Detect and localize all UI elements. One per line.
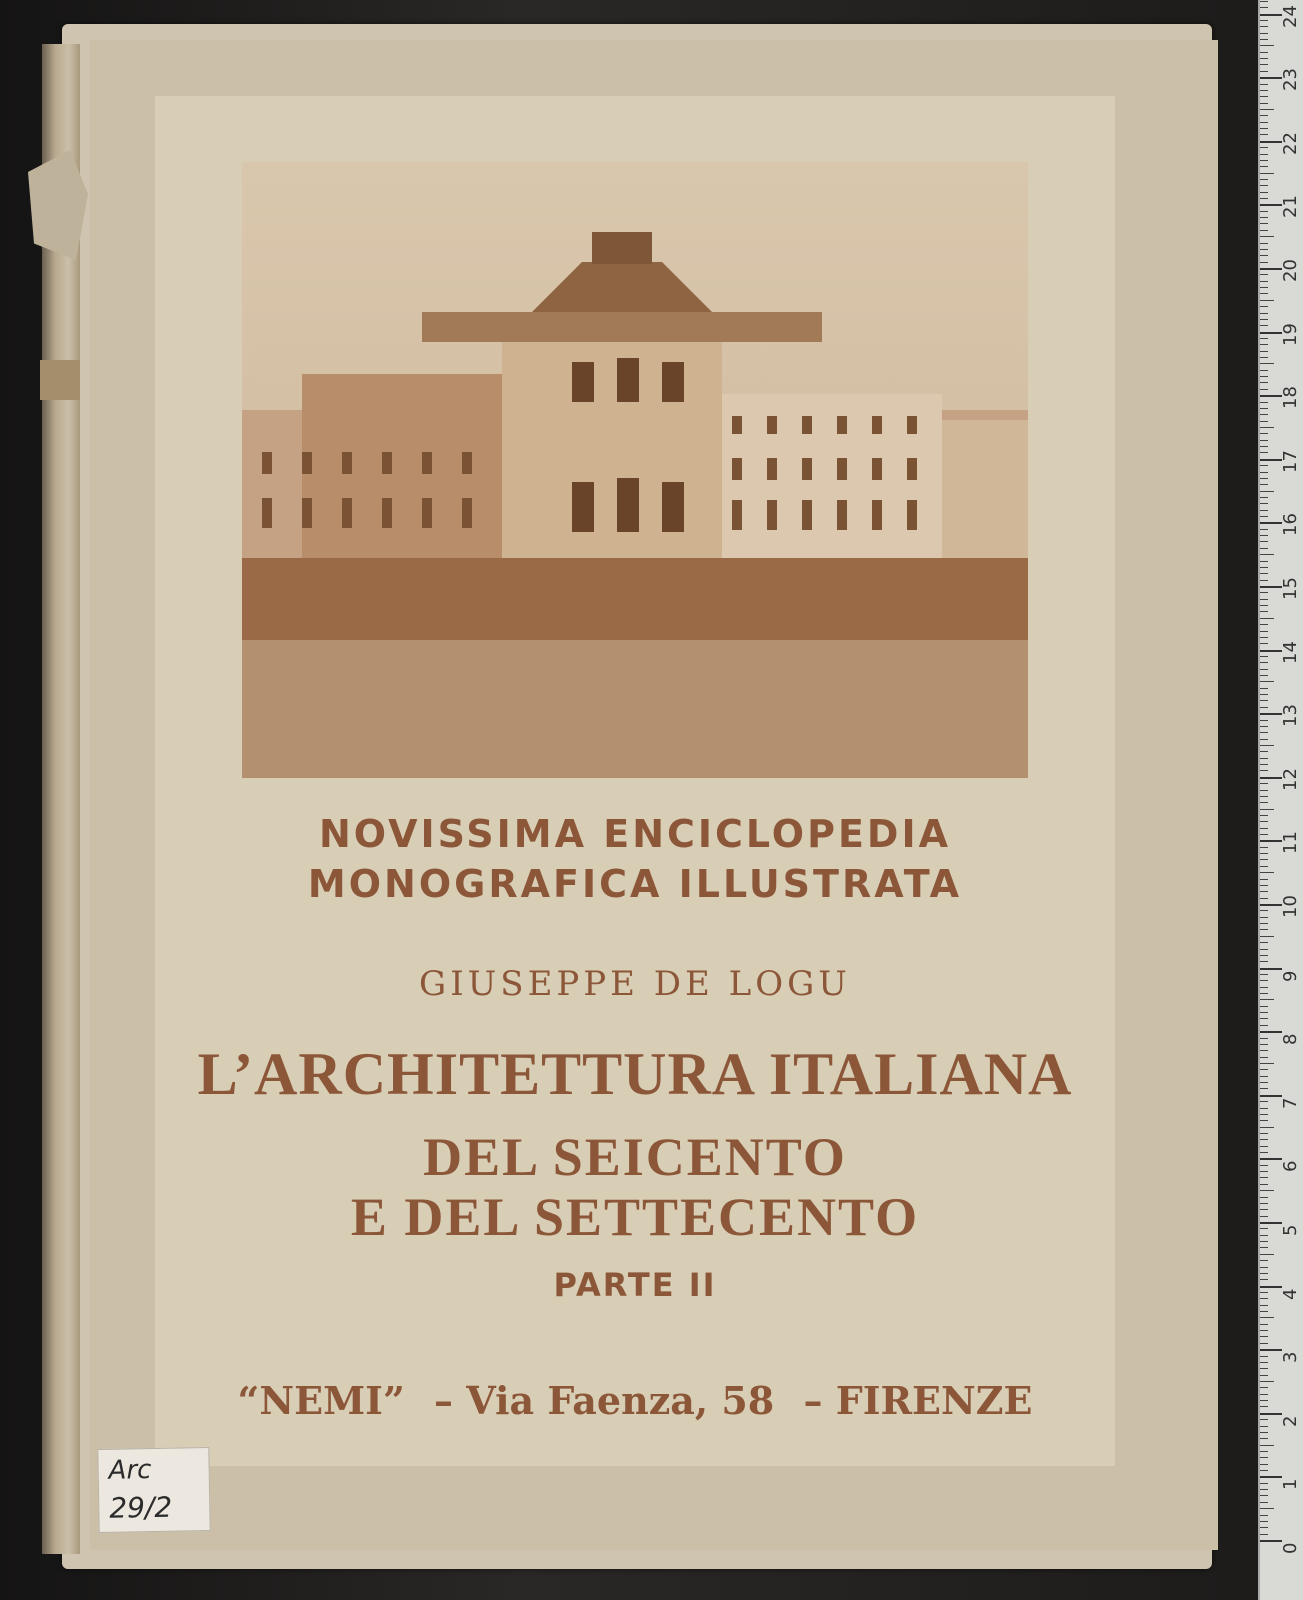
ruler-tick — [1260, 1483, 1268, 1484]
ruler-number: 14 — [1280, 640, 1301, 664]
palace-illustration — [242, 162, 1028, 778]
ruler-tick — [1260, 370, 1268, 371]
ruler-tick — [1260, 891, 1268, 892]
ruler-tick — [1260, 1057, 1268, 1058]
ruler-number: 10 — [1280, 895, 1301, 918]
ruler-tick — [1260, 1152, 1268, 1153]
ruler-tick — [1260, 459, 1282, 461]
ruler-tick — [1260, 618, 1274, 619]
ruler-tick — [1260, 1108, 1268, 1109]
ruler-tick — [1260, 52, 1268, 53]
ruler-tick — [1260, 1286, 1282, 1288]
ruler-tick — [1260, 376, 1268, 377]
ruler-tick — [1260, 1031, 1282, 1033]
ruler-tick — [1260, 236, 1274, 237]
ruler-tick — [1260, 1464, 1268, 1465]
ruler-tick — [1260, 840, 1282, 842]
author-name: GIUSEPPE DE LOGU — [419, 964, 851, 1004]
ruler-tick — [1260, 1394, 1268, 1395]
ruler-tick — [1260, 1305, 1268, 1306]
ruler-tick — [1260, 472, 1268, 473]
ruler-tick — [1260, 382, 1268, 383]
ruler-tick — [1260, 1203, 1268, 1204]
ruler-tick — [1260, 109, 1274, 110]
ruler-tick — [1260, 529, 1268, 530]
ruler-tick — [1260, 1235, 1268, 1236]
ruler-tick — [1260, 160, 1268, 161]
ruler-tick — [1260, 185, 1268, 186]
series-title-line1: NOVISSIMA ENCICLOPEDIA — [319, 812, 951, 856]
ruler-tick — [1260, 45, 1274, 46]
ruler-tick — [1260, 853, 1268, 854]
ruler-tick — [1260, 1082, 1268, 1083]
ruler-tick — [1260, 580, 1268, 581]
ruler-tick — [1260, 1095, 1282, 1097]
ruler-tick — [1260, 1222, 1282, 1224]
ruler-tick — [1260, 510, 1268, 511]
ruler-tick — [1260, 1177, 1268, 1178]
ruler-number: 24 — [1280, 4, 1301, 28]
ruler-tick — [1260, 408, 1268, 409]
ruler-tick — [1260, 1038, 1268, 1039]
ruler-number: 11 — [1280, 831, 1301, 855]
ruler-tick — [1260, 567, 1268, 568]
ruler-tick — [1260, 39, 1268, 40]
ruler-tick — [1260, 1381, 1274, 1382]
ruler-number: 4 — [1280, 1288, 1301, 1300]
ruler-number: 20 — [1280, 259, 1301, 282]
ruler-tick — [1260, 522, 1282, 524]
ruler-tick — [1260, 1419, 1268, 1420]
ruler-tick — [1260, 33, 1268, 34]
ruler-tick — [1260, 834, 1268, 835]
ruler-tick — [1260, 1356, 1268, 1357]
ruler-number: 8 — [1280, 1033, 1301, 1046]
ruler-tick — [1260, 249, 1268, 250]
ruler-number: 12 — [1280, 767, 1301, 791]
ruler-tick — [1260, 1216, 1268, 1217]
ruler-tick — [1260, 681, 1274, 682]
ruler-number: 17 — [1280, 449, 1301, 473]
ruler-tick — [1260, 1069, 1268, 1070]
ruler-tick — [1260, 1495, 1268, 1496]
ruler-tick — [1260, 1330, 1268, 1331]
ruler-tick — [1260, 230, 1268, 231]
ruler-tick — [1260, 1247, 1268, 1248]
ruler-tick — [1260, 859, 1268, 860]
ruler-tick — [1260, 1279, 1268, 1280]
ruler-tick — [1260, 974, 1268, 975]
shelf-label-line1: Arc — [108, 1455, 152, 1486]
ruler-tick — [1260, 809, 1274, 810]
ruler-tick — [1260, 669, 1268, 670]
ruler-tick — [1260, 223, 1268, 224]
ruler-tick — [1260, 268, 1282, 270]
ruler-tick — [1260, 548, 1268, 549]
ruler-number: 2 — [1280, 1415, 1301, 1427]
ruler-number: 9 — [1280, 970, 1301, 982]
ruler-tick — [1260, 942, 1268, 943]
ruler-tick — [1260, 427, 1274, 428]
ruler-number: 3 — [1280, 1351, 1301, 1364]
ruler-tick — [1260, 866, 1268, 867]
ruler-tick — [1260, 1527, 1268, 1528]
ruler-tick — [1260, 1508, 1274, 1509]
ruler-tick — [1260, 904, 1282, 906]
ruler-tick — [1260, 999, 1274, 1000]
ruler-tick — [1260, 1426, 1268, 1427]
ruler-tick — [1260, 1, 1268, 2]
ruler-tick — [1260, 1209, 1268, 1210]
ruler-tick — [1260, 1241, 1268, 1242]
ruler-tick — [1260, 262, 1268, 263]
ruler-number: 15 — [1280, 577, 1301, 600]
ruler-tick — [1260, 1413, 1282, 1415]
ruler-tick — [1260, 1540, 1282, 1542]
ruler-tick — [1260, 1311, 1268, 1312]
ruler-tick — [1260, 1088, 1268, 1089]
ruler-tick — [1260, 26, 1268, 27]
ruler-tick — [1260, 993, 1268, 994]
ruler-tick — [1260, 1387, 1268, 1388]
ruler-tick — [1260, 516, 1268, 517]
ruler-tick — [1260, 980, 1268, 981]
ruler-tick — [1260, 1050, 1268, 1051]
ruler-tick — [1260, 770, 1268, 771]
part-number: PARTE II — [553, 1266, 717, 1304]
ruler-tick — [1260, 592, 1268, 593]
ruler-tick — [1260, 217, 1268, 218]
ruler-tick — [1260, 758, 1268, 759]
ruler-tick — [1260, 1438, 1268, 1439]
ruler-tick — [1260, 898, 1268, 899]
ruler-tick — [1260, 732, 1268, 733]
ruler-number: 21 — [1280, 195, 1301, 219]
ruler-tick — [1260, 796, 1268, 797]
ruler-tick — [1260, 1267, 1268, 1268]
ruler-number: 5 — [1280, 1224, 1301, 1236]
ruler-tick — [1260, 313, 1268, 314]
ruler-tick — [1260, 1120, 1268, 1121]
ruler-tick — [1260, 1476, 1282, 1478]
ruler-tick — [1260, 96, 1268, 97]
book-title-line3: E DEL SETTECENTO — [350, 1187, 920, 1247]
ruler-tick — [1260, 1343, 1268, 1344]
ruler-tick — [1260, 14, 1282, 16]
ruler-tick — [1260, 923, 1268, 924]
ruler-tick — [1260, 599, 1268, 600]
ruler-number: 19 — [1280, 322, 1301, 346]
ruler-tick — [1260, 332, 1282, 334]
ruler-tick — [1260, 611, 1268, 612]
ruler-tick — [1260, 1184, 1268, 1185]
publisher-city: – FIRENZE — [803, 1378, 1033, 1423]
ruler-tick — [1260, 1273, 1268, 1274]
ruler-tick — [1260, 503, 1268, 504]
ruler-number: 6 — [1280, 1160, 1301, 1173]
ruler-tick — [1260, 1375, 1268, 1376]
publisher-line — [155, 1378, 1115, 1423]
ruler-tick — [1260, 675, 1268, 676]
ruler-tick — [1260, 440, 1268, 441]
ruler-tick — [1260, 910, 1268, 911]
ruler-tick — [1260, 643, 1268, 644]
ruler-tick — [1260, 421, 1268, 422]
ruler-tick — [1260, 987, 1268, 988]
ruler-tick — [1260, 1063, 1274, 1064]
ruler-tick — [1260, 103, 1268, 104]
ruler-tick — [1260, 1197, 1268, 1198]
ruler-tick — [1260, 1502, 1268, 1503]
ruler-tick — [1260, 739, 1268, 740]
ruler-tick — [1260, 446, 1268, 447]
ruler-tick — [1260, 1260, 1268, 1261]
ruler-tick — [1260, 147, 1268, 148]
shelf-label-line2: 29/2 — [109, 1490, 173, 1525]
ruler-tick — [1260, 624, 1268, 625]
ruler-tick — [1260, 90, 1268, 91]
ruler-tick — [1260, 154, 1268, 155]
ruler-tick — [1260, 204, 1282, 206]
ruler-tick — [1260, 491, 1274, 492]
ruler-tick — [1260, 751, 1268, 752]
ruler-tick — [1260, 1534, 1268, 1535]
ruler-tick — [1260, 325, 1268, 326]
ruler-tick — [1260, 351, 1268, 352]
ruler-number: 18 — [1280, 386, 1301, 410]
ruler-tick — [1260, 344, 1268, 345]
ruler-tick — [1260, 1146, 1268, 1147]
ruler-tick — [1260, 128, 1268, 129]
ruler-tick — [1260, 726, 1268, 727]
ruler-number: 0 — [1280, 1542, 1301, 1554]
publisher-name: “NEMI” — [237, 1378, 405, 1423]
ruler-tick — [1260, 1076, 1268, 1077]
ruler-tick — [1260, 821, 1268, 822]
ruler-tick — [1260, 478, 1268, 479]
ruler-tick — [1260, 936, 1274, 937]
ruler-tick — [1260, 1158, 1282, 1160]
ruler-tick — [1260, 287, 1268, 288]
ruler-tick — [1260, 713, 1282, 715]
ruler-tick — [1260, 688, 1268, 689]
ruler-tick — [1260, 777, 1282, 779]
ruler-tick — [1260, 115, 1268, 116]
ruler-number: 16 — [1280, 513, 1301, 537]
ruler-tick — [1260, 561, 1268, 562]
ruler-tick — [1260, 465, 1268, 466]
ruler-tick — [1260, 497, 1268, 498]
ruler-tick — [1260, 1228, 1268, 1229]
ruler-tick — [1260, 71, 1268, 72]
ruler-tick — [1260, 815, 1268, 816]
ruler-tick — [1260, 293, 1268, 294]
library-shelf-label — [97, 1447, 210, 1533]
ruler-tick — [1260, 1515, 1268, 1516]
ruler-tick — [1260, 847, 1268, 848]
ruler-tick — [1260, 783, 1268, 784]
ruler-tick — [1260, 541, 1268, 542]
ruler-tick — [1260, 389, 1268, 390]
ruler-tick — [1260, 707, 1268, 708]
book-title-line2: DEL SEICENTO — [423, 1127, 847, 1187]
ruler-tick — [1260, 211, 1268, 212]
ruler-tick — [1260, 1400, 1268, 1401]
ruler-tick — [1260, 700, 1268, 701]
ruler-number: 1 — [1280, 1478, 1301, 1491]
ruler-tick — [1260, 662, 1268, 663]
ruler-tick — [1260, 650, 1282, 652]
ruler-tick — [1260, 134, 1268, 135]
ruler-tick — [1260, 1018, 1268, 1019]
book-title-line1: L’ARCHITETTURA ITALIANA — [197, 1041, 1073, 1107]
ruler-tick — [1260, 281, 1268, 282]
ruler-tick — [1260, 745, 1274, 746]
ruler-tick — [1260, 192, 1268, 193]
ruler-tick — [1260, 929, 1268, 930]
ruler-tick — [1260, 955, 1268, 956]
ruler-tick — [1260, 1336, 1268, 1337]
ruler-tick — [1260, 274, 1268, 275]
worn-spine — [42, 44, 80, 1554]
ruler-tick — [1260, 1457, 1268, 1458]
ruler-tick — [1260, 586, 1282, 588]
ruler-tick — [1260, 1521, 1268, 1522]
ruler-tick — [1260, 1139, 1268, 1140]
ruler-tick — [1260, 84, 1268, 85]
ruler-tick — [1260, 1114, 1268, 1115]
ruler-tick — [1260, 357, 1268, 358]
ruler-tick — [1260, 1298, 1268, 1299]
ruler-tick — [1260, 631, 1268, 632]
ruler-tick — [1260, 917, 1268, 918]
ruler-tick — [1260, 141, 1282, 143]
ruler-tick — [1260, 720, 1268, 721]
ruler-tick — [1260, 1292, 1268, 1293]
ruler-tick — [1260, 402, 1268, 403]
ruler-tick — [1260, 872, 1274, 873]
palace-photograph — [242, 162, 1028, 778]
ruler-tick — [1260, 637, 1268, 638]
ruler-tick — [1260, 452, 1268, 453]
ruler-tick — [1260, 1406, 1268, 1407]
ruler-tick — [1260, 7, 1268, 8]
ruler-tick — [1260, 1445, 1274, 1446]
ruler-tick — [1260, 1362, 1268, 1363]
ruler-tick — [1260, 1190, 1274, 1191]
ruler-tick — [1260, 1489, 1268, 1490]
ruler-tick — [1260, 573, 1268, 574]
ruler-tick — [1260, 1470, 1268, 1471]
ruler-tick — [1260, 1368, 1268, 1369]
ruler-tick — [1260, 885, 1268, 886]
ruler-tick — [1260, 395, 1282, 397]
measuring-ruler — [1258, 0, 1303, 1600]
ruler-tick — [1260, 605, 1268, 606]
ruler-number: 23 — [1280, 68, 1301, 92]
ruler-tick — [1260, 484, 1268, 485]
ruler-tick — [1260, 1451, 1268, 1452]
ruler-tick — [1260, 300, 1274, 301]
spine-damage — [40, 360, 80, 400]
ruler-number: 7 — [1280, 1097, 1301, 1109]
ruler-tick — [1260, 414, 1268, 415]
ruler-tick — [1260, 1349, 1282, 1351]
ruler-tick — [1260, 1101, 1268, 1102]
ruler-tick — [1260, 77, 1282, 79]
ruler-tick — [1260, 198, 1268, 199]
ruler-tick — [1260, 1165, 1268, 1166]
ruler-tick — [1260, 255, 1268, 256]
ruler-tick — [1260, 64, 1268, 65]
ruler-tick — [1260, 961, 1268, 962]
ruler-tick — [1260, 363, 1274, 364]
ruler-tick — [1260, 179, 1268, 180]
ruler-tick — [1260, 1254, 1274, 1255]
ruler-tick — [1260, 306, 1268, 307]
ruler-tick — [1260, 1317, 1274, 1318]
ruler-tick — [1260, 166, 1268, 167]
ruler-tick — [1260, 20, 1268, 21]
ruler-tick — [1260, 1025, 1268, 1026]
ruler-tick — [1260, 1012, 1268, 1013]
ruler-tick — [1260, 1171, 1268, 1172]
ruler-tick — [1260, 1432, 1268, 1433]
ruler-number: 22 — [1280, 131, 1301, 155]
ruler-tick — [1260, 694, 1268, 695]
ruler-tick — [1260, 790, 1268, 791]
ruler-tick — [1260, 968, 1282, 970]
ruler-tick — [1260, 764, 1268, 765]
ruler-number: 13 — [1280, 704, 1301, 728]
series-title-line2: MONOGRAFICA ILLUSTRATA — [307, 862, 963, 906]
ruler-tick — [1260, 173, 1274, 174]
ruler-tick — [1260, 319, 1268, 320]
ruler-tick — [1260, 243, 1268, 244]
ruler-tick — [1260, 1044, 1268, 1045]
ruler-tick — [1260, 1324, 1268, 1325]
ruler-tick — [1260, 338, 1268, 339]
ruler-tick — [1260, 1127, 1274, 1128]
publisher-address: – Via Faenza, 58 — [434, 1378, 775, 1423]
ruler-tick — [1260, 949, 1268, 950]
ruler-tick — [1260, 58, 1268, 59]
ruler-tick — [1260, 879, 1268, 880]
ruler-tick — [1260, 828, 1268, 829]
ruler-tick — [1260, 535, 1268, 536]
ruler-tick — [1260, 656, 1268, 657]
ruler-tick — [1260, 433, 1268, 434]
ruler-tick — [1260, 122, 1268, 123]
ruler-tick — [1260, 554, 1274, 555]
ruler-tick — [1260, 802, 1268, 803]
ruler-tick — [1260, 1006, 1268, 1007]
ruler-tick — [1260, 1133, 1268, 1134]
